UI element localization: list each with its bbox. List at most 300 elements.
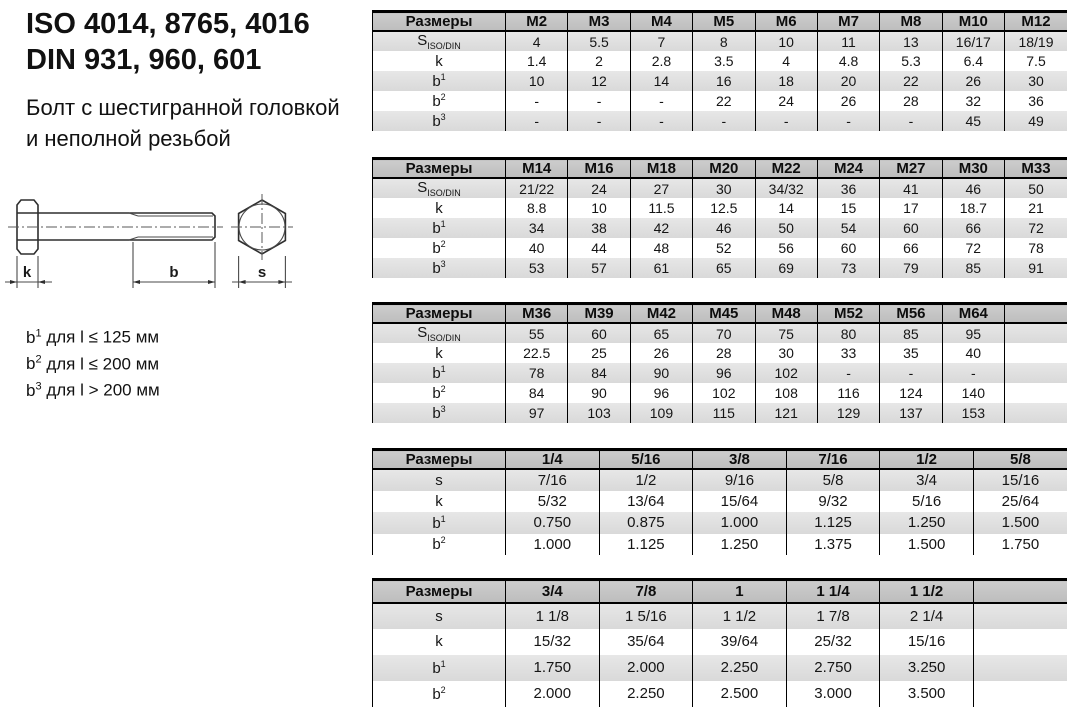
- col-header: M12: [1005, 12, 1067, 32]
- col-header: Размеры: [373, 304, 506, 324]
- cell: 1 1/8: [506, 603, 600, 629]
- row-label: [373, 51, 506, 71]
- dimension-symbol: $b^3$: [432, 112, 446, 130]
- cell: 4.8: [817, 51, 879, 71]
- col-header: 1/4: [506, 450, 600, 470]
- cell: 46: [693, 218, 755, 238]
- cell: 9/32: [786, 491, 880, 513]
- cell: 40: [506, 238, 568, 258]
- dimension-symbol: $b^1$: [432, 513, 446, 532]
- cell: 45: [942, 111, 1004, 131]
- cell: 95: [942, 323, 1004, 343]
- col-header: M45: [693, 304, 755, 324]
- footnote: $b^3$ для l > 200 мм: [26, 380, 160, 400]
- col-header: 5/16: [599, 450, 693, 470]
- table-header-row: [373, 159, 1067, 179]
- cell: 2.750: [786, 655, 880, 681]
- cell: 78: [1005, 238, 1067, 258]
- cell: 1.375: [786, 534, 880, 556]
- dim-label-k: k: [22, 264, 32, 281]
- cell: 34/32: [755, 178, 817, 198]
- cell: 41: [880, 178, 942, 198]
- cell: 2.500: [693, 681, 787, 707]
- cell: 12: [568, 71, 630, 91]
- title-din: DIN 931, 960, 601: [26, 44, 262, 76]
- cell: 90: [630, 363, 692, 383]
- dimension-symbol: k: [435, 52, 443, 70]
- col-header: Размеры: [373, 12, 506, 32]
- table-row: [373, 512, 1067, 534]
- col-header: 1 1/2: [880, 580, 974, 603]
- cell: 44: [568, 238, 630, 258]
- footnote: $b^1$ для l ≤ 125 мм: [26, 327, 160, 347]
- cell: 60: [568, 323, 630, 343]
- cell: 1.750: [506, 655, 600, 681]
- col-header: M33: [1005, 159, 1067, 179]
- cell: 28: [693, 343, 755, 363]
- col-header: 1: [693, 580, 787, 603]
- col-header: M6: [755, 12, 817, 32]
- table-row: [373, 111, 1067, 131]
- cell: 3.5: [693, 51, 755, 71]
- cell: 16/17: [942, 31, 1004, 51]
- cell: 7/16: [506, 469, 600, 491]
- cell: 1 5/16: [599, 603, 693, 629]
- size-table-metric-m14-m33: [372, 157, 1067, 278]
- cell: 0.750: [506, 512, 600, 534]
- cell: 70: [693, 323, 755, 343]
- cell: 72: [942, 238, 1004, 258]
- cell: 103: [568, 403, 630, 423]
- cell: 11.5: [630, 198, 692, 218]
- dim-label-s: s: [257, 264, 267, 281]
- col-header: [1005, 304, 1067, 324]
- cell: 30: [1005, 71, 1067, 91]
- col-header: M14: [506, 159, 568, 179]
- cell: 80: [817, 323, 879, 343]
- cell: 1.500: [880, 534, 974, 556]
- col-header: Размеры: [373, 159, 506, 179]
- dimension-symbol: $b^1$: [432, 219, 446, 237]
- cell: 66: [942, 218, 1004, 238]
- table-row: [373, 603, 1067, 629]
- col-header: M18: [630, 159, 692, 179]
- dimension-symbol: $b^1$: [432, 658, 446, 677]
- cell: 102: [755, 363, 817, 383]
- cell: 26: [942, 71, 1004, 91]
- cell: 27: [630, 178, 692, 198]
- cell: 1.000: [506, 534, 600, 556]
- cell: 2.000: [599, 655, 693, 681]
- cell: 21/22: [506, 178, 568, 198]
- cell: 56: [755, 238, 817, 258]
- cell: 18: [755, 71, 817, 91]
- dimension-symbol: $S_{ISO/DIN}$: [417, 324, 461, 343]
- cell: 10: [568, 198, 630, 218]
- cell: 15/16: [973, 469, 1067, 491]
- cell: 35/64: [599, 629, 693, 655]
- dimension-symbol: $b^2$: [432, 535, 446, 554]
- cell: 10: [506, 71, 568, 91]
- row-label: [373, 323, 506, 343]
- cell: 36: [817, 178, 879, 198]
- dimension-symbol: $b^3$: [432, 259, 446, 277]
- table-row: [373, 198, 1067, 218]
- cell: 16: [693, 71, 755, 91]
- cell: 1.500: [973, 512, 1067, 534]
- title-iso: ISO 4014, 8765, 4016: [26, 8, 310, 40]
- cell: 1.125: [786, 512, 880, 534]
- cell: 5/16: [880, 491, 974, 513]
- cell: [973, 603, 1067, 629]
- cell: 5.3: [880, 51, 942, 71]
- col-header: 7/8: [599, 580, 693, 603]
- col-header: M24: [817, 159, 879, 179]
- table-row: [373, 51, 1067, 71]
- table-row: [373, 655, 1067, 681]
- cell: 3.250: [880, 655, 974, 681]
- cell: 66: [880, 238, 942, 258]
- cell: 96: [630, 383, 692, 403]
- cell: 73: [817, 258, 879, 278]
- cell: 22: [693, 91, 755, 111]
- dimension-symbol: k: [435, 199, 443, 217]
- bolt-side-view: [5, 200, 223, 288]
- size-table-metric-m2-m12: [372, 10, 1067, 131]
- cell: 109: [630, 403, 692, 423]
- table-row: [373, 258, 1067, 278]
- dimension-symbol: k: [435, 492, 443, 510]
- cell: 1 7/8: [786, 603, 880, 629]
- cell: 2.8: [630, 51, 692, 71]
- cell: 13: [880, 31, 942, 51]
- table-row: [373, 363, 1067, 383]
- col-header: Размеры: [373, 450, 506, 470]
- cell: 2.000: [506, 681, 600, 707]
- cell: 39/64: [693, 629, 787, 655]
- col-header: M2: [506, 12, 568, 32]
- cell: 121: [755, 403, 817, 423]
- dimension-symbol: k: [435, 344, 443, 362]
- col-header: M16: [568, 159, 630, 179]
- cell: 25/32: [786, 629, 880, 655]
- cell: 1.750: [973, 534, 1067, 556]
- cell: 12.5: [693, 198, 755, 218]
- cell: 85: [942, 258, 1004, 278]
- cell: -: [755, 111, 817, 131]
- cell: 60: [817, 238, 879, 258]
- cell: -: [506, 111, 568, 131]
- table-header-row: [373, 12, 1067, 32]
- row-label: [373, 198, 506, 218]
- dimension-symbol: $b^2$: [432, 684, 446, 703]
- cell: 26: [817, 91, 879, 111]
- cell: 46: [942, 178, 1004, 198]
- size-table-imperial-quarter-to-fiveeighths: [372, 448, 1067, 555]
- table-row: [373, 323, 1067, 343]
- cell: 2.250: [693, 655, 787, 681]
- cell: 18/19: [1005, 31, 1067, 51]
- cell: 35: [880, 343, 942, 363]
- cell: -: [568, 111, 630, 131]
- col-header: 1/2: [880, 450, 974, 470]
- table-row: [373, 91, 1067, 111]
- cell: 15/16: [880, 629, 974, 655]
- bolt-head-end-view: [231, 194, 293, 288]
- table-row: [373, 383, 1067, 403]
- cell: 75: [755, 323, 817, 343]
- row-label: [373, 111, 506, 131]
- row-label: [373, 383, 506, 403]
- cell: 8.8: [506, 198, 568, 218]
- cell: 108: [755, 383, 817, 403]
- col-header: M36: [506, 304, 568, 324]
- cell: 6.4: [942, 51, 1004, 71]
- cell: 40: [942, 343, 1004, 363]
- col-header: M48: [755, 304, 817, 324]
- table-row: [373, 71, 1067, 91]
- row-label: [373, 534, 506, 556]
- dimension-symbol: s: [435, 471, 443, 489]
- cell: 1.250: [880, 512, 974, 534]
- cell: 129: [817, 403, 879, 423]
- col-header: 1 1/4: [786, 580, 880, 603]
- page-subtitle: [26, 92, 340, 154]
- size-table-imperial-threequarters-to-oneandhalf: [372, 578, 1067, 707]
- dimension-symbol: $b^2$: [432, 384, 446, 402]
- cell: 140: [942, 383, 1004, 403]
- cell: 3.000: [786, 681, 880, 707]
- cell: 3.500: [880, 681, 974, 707]
- col-header: M5: [693, 12, 755, 32]
- cell: 91: [1005, 258, 1067, 278]
- cell: 1 1/2: [693, 603, 787, 629]
- cell: 36: [1005, 91, 1067, 111]
- col-header: M56: [880, 304, 942, 324]
- cell: 7: [630, 31, 692, 51]
- col-header: 3/4: [506, 580, 600, 603]
- cell: 55: [506, 323, 568, 343]
- cell: 7.5: [1005, 51, 1067, 71]
- cell: 5/8: [786, 469, 880, 491]
- cell: 96: [693, 363, 755, 383]
- col-header: M10: [942, 12, 1004, 32]
- col-header: 5/8: [973, 450, 1067, 470]
- cell: 84: [506, 383, 568, 403]
- col-header: M20: [693, 159, 755, 179]
- table-row: [373, 218, 1067, 238]
- table-row: [373, 403, 1067, 423]
- cell: 2 1/4: [880, 603, 974, 629]
- col-header: M42: [630, 304, 692, 324]
- cell: [1005, 383, 1067, 403]
- cell: 90: [568, 383, 630, 403]
- table-header-row: [373, 450, 1067, 470]
- col-header: 3/8: [693, 450, 787, 470]
- cell: 4: [755, 51, 817, 71]
- row-label: [373, 71, 506, 91]
- cell: 50: [755, 218, 817, 238]
- footnote: $b^2$ для l ≤ 200 мм: [26, 353, 160, 374]
- col-header: [973, 580, 1067, 603]
- thread-length-footnotes: [26, 322, 160, 402]
- cell: 24: [755, 91, 817, 111]
- cell: 30: [693, 178, 755, 198]
- cell: 14: [630, 71, 692, 91]
- dimension-symbol: $b^3$: [432, 404, 446, 422]
- subtitle-line-2: и неполной резьбой: [26, 126, 231, 151]
- dimension-symbol: $b^1$: [26, 327, 42, 347]
- col-header: M8: [880, 12, 942, 32]
- cell: 57: [568, 258, 630, 278]
- cell: 21: [1005, 198, 1067, 218]
- cell: 22: [880, 71, 942, 91]
- table-row: [373, 491, 1067, 513]
- cell: [973, 655, 1067, 681]
- col-header: M7: [817, 12, 879, 32]
- cell: 25: [568, 343, 630, 363]
- dimension-symbol: $b^2$: [432, 92, 446, 110]
- row-label: [373, 403, 506, 423]
- cell: 18.7: [942, 198, 1004, 218]
- cell: 20: [817, 71, 879, 91]
- col-header: M3: [568, 12, 630, 32]
- col-header: M64: [942, 304, 1004, 324]
- bolt-technical-drawing: [5, 186, 340, 321]
- cell: -: [630, 91, 692, 111]
- cell: 30: [755, 343, 817, 363]
- cell: 97: [506, 403, 568, 423]
- dimension-symbol: s: [435, 607, 443, 625]
- cell: -: [506, 91, 568, 111]
- cell: 65: [693, 258, 755, 278]
- cell: 33: [817, 343, 879, 363]
- cell: 116: [817, 383, 879, 403]
- col-header: Размеры: [373, 580, 506, 603]
- cell: 102: [693, 383, 755, 403]
- row-label: [373, 258, 506, 278]
- col-header: M27: [880, 159, 942, 179]
- cell: 9/16: [693, 469, 787, 491]
- cell: 3/4: [880, 469, 974, 491]
- dimension-symbol: $S_{ISO/DIN}$: [417, 179, 461, 198]
- cell: 137: [880, 403, 942, 423]
- cell: 84: [568, 363, 630, 383]
- row-label: [373, 31, 506, 51]
- cell: 24: [568, 178, 630, 198]
- cell: 52: [693, 238, 755, 258]
- row-label: [373, 603, 506, 629]
- cell: 5/32: [506, 491, 600, 513]
- dimension-symbol: k: [435, 633, 443, 650]
- row-label: [373, 343, 506, 363]
- cell: 49: [1005, 111, 1067, 131]
- table-row: [373, 238, 1067, 258]
- dimension-symbol: $b^2$: [26, 353, 42, 374]
- col-header: M22: [755, 159, 817, 179]
- cell: 1.000: [693, 512, 787, 534]
- col-header: 7/16: [786, 450, 880, 470]
- cell: 26: [630, 343, 692, 363]
- cell: 25/64: [973, 491, 1067, 513]
- row-label: [373, 469, 506, 491]
- row-label: [373, 655, 506, 681]
- cell: 53: [506, 258, 568, 278]
- cell: 22.5: [506, 343, 568, 363]
- cell: [1005, 343, 1067, 363]
- cell: 14: [755, 198, 817, 218]
- cell: 2: [568, 51, 630, 71]
- cell: 1.125: [599, 534, 693, 556]
- table-row: [373, 534, 1067, 556]
- dim-label-b: b: [169, 264, 179, 281]
- table-header-row: [373, 304, 1067, 324]
- row-label: [373, 629, 506, 655]
- table-row: [373, 681, 1067, 707]
- dimension-symbol: $S_{ISO/DIN}$: [417, 32, 461, 51]
- cell: 32: [942, 91, 1004, 111]
- table-row: [373, 343, 1067, 363]
- cell: -: [942, 363, 1004, 383]
- cell: 11: [817, 31, 879, 51]
- size-table-metric-m36-m64: [372, 302, 1067, 423]
- cell: 8: [693, 31, 755, 51]
- row-label: [373, 512, 506, 534]
- cell: -: [880, 363, 942, 383]
- cell: 153: [942, 403, 1004, 423]
- cell: [973, 629, 1067, 655]
- cell: 34: [506, 218, 568, 238]
- row-label: [373, 178, 506, 198]
- subtitle-line-1: Болт с шестигранной головкой: [26, 95, 340, 120]
- dimension-symbol: $b^1$: [432, 72, 446, 90]
- cell: 5.5: [568, 31, 630, 51]
- cell: 69: [755, 258, 817, 278]
- cell: 15/64: [693, 491, 787, 513]
- cell: -: [568, 91, 630, 111]
- cell: [1005, 403, 1067, 423]
- table-row: [373, 31, 1067, 51]
- cell: 60: [880, 218, 942, 238]
- cell: -: [630, 111, 692, 131]
- cell: -: [693, 111, 755, 131]
- cell: 48: [630, 238, 692, 258]
- col-header: M4: [630, 12, 692, 32]
- cell: 10: [755, 31, 817, 51]
- cell: 124: [880, 383, 942, 403]
- col-header: M52: [817, 304, 879, 324]
- row-label: [373, 363, 506, 383]
- page-title: [26, 6, 310, 78]
- cell: -: [817, 111, 879, 131]
- cell: 65: [630, 323, 692, 343]
- cell: 0.875: [599, 512, 693, 534]
- cell: 115: [693, 403, 755, 423]
- cell: [1005, 323, 1067, 343]
- cell: 4: [506, 31, 568, 51]
- cell: 79: [880, 258, 942, 278]
- cell: 42: [630, 218, 692, 238]
- dimension-symbol: $b^2$: [432, 239, 446, 257]
- cell: 15: [817, 198, 879, 218]
- cell: -: [817, 363, 879, 383]
- cell: 38: [568, 218, 630, 238]
- row-label: [373, 218, 506, 238]
- dimension-symbol: $b^1$: [432, 364, 446, 382]
- cell: 50: [1005, 178, 1067, 198]
- cell: 2.250: [599, 681, 693, 707]
- col-header: M30: [942, 159, 1004, 179]
